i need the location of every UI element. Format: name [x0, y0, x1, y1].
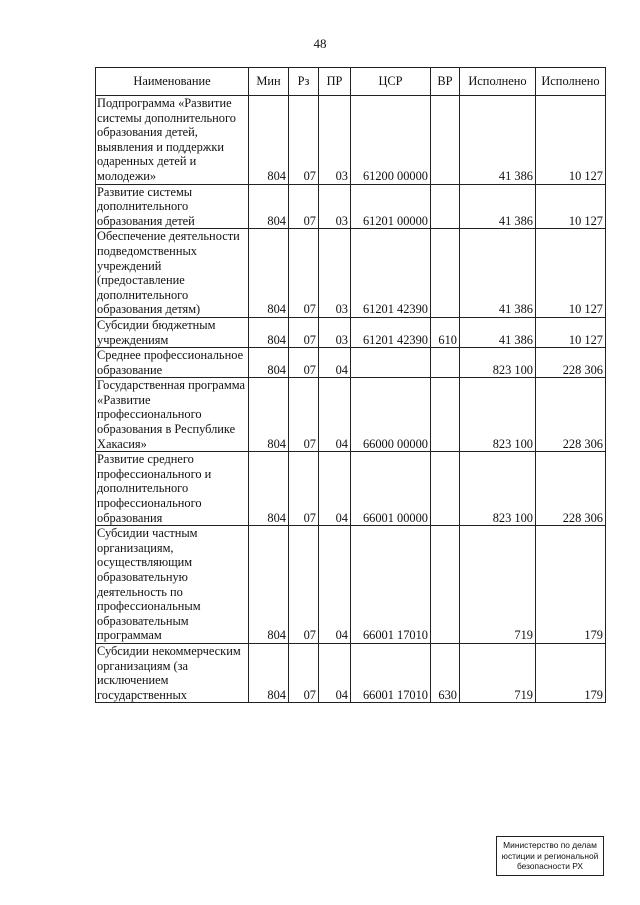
row-min: 804 — [249, 452, 289, 526]
row-pr: 03 — [319, 229, 351, 318]
row-min: 804 — [249, 317, 289, 347]
header-vr: ВР — [431, 68, 460, 96]
row-executed-2: 179 — [536, 526, 606, 644]
row-vr — [431, 526, 460, 644]
row-executed-1: 719 — [460, 526, 536, 644]
row-vr: 630 — [431, 643, 460, 702]
stamp-line-2: юстиции и региональной — [501, 850, 599, 861]
table-row — [96, 452, 606, 526]
row-rz: 07 — [289, 643, 319, 702]
table-row — [96, 378, 606, 452]
row-executed-1: 823 100 — [460, 348, 536, 378]
row-executed-2: 10 127 — [536, 184, 606, 229]
header-min: Мин — [249, 68, 289, 96]
row-executed-1: 41 386 — [460, 96, 536, 185]
row-vr — [431, 452, 460, 526]
stamp-line-3: безопасности РХ — [516, 861, 584, 871]
row-executed-1: 719 — [460, 643, 536, 702]
row-csr: 61201 00000 — [351, 184, 431, 229]
row-min: 804 — [249, 348, 289, 378]
row-executed-2: 10 127 — [536, 229, 606, 318]
table-row — [96, 96, 606, 185]
row-name: Развитие среднего профессионального и дополнительного профессионального образования — [96, 452, 249, 526]
row-pr: 04 — [319, 643, 351, 702]
row-executed-2: 10 127 — [536, 96, 606, 185]
row-pr: 04 — [319, 378, 351, 452]
header-executed-1: Исполнено — [460, 68, 536, 96]
row-executed-1: 41 386 — [460, 317, 536, 347]
header-pr: ПР — [319, 68, 351, 96]
table-row — [96, 348, 606, 378]
row-rz: 07 — [289, 96, 319, 185]
table-row — [96, 526, 606, 644]
table-header-row — [96, 68, 606, 96]
row-csr: 61200 00000 — [351, 96, 431, 185]
table-row — [96, 643, 606, 702]
row-name: Субсидии некоммерческим организациям (за исключением государственных — [96, 643, 249, 702]
row-rz: 07 — [289, 526, 319, 644]
header-name: Наименование — [96, 68, 249, 96]
row-rz: 07 — [289, 348, 319, 378]
row-vr — [431, 348, 460, 378]
row-min: 804 — [249, 184, 289, 229]
row-min: 804 — [249, 378, 289, 452]
row-pr: 04 — [319, 452, 351, 526]
header-csr: ЦСР — [351, 68, 431, 96]
row-executed-1: 41 386 — [460, 229, 536, 318]
page-number: 48 — [313, 36, 327, 51]
row-pr: 04 — [319, 526, 351, 644]
row-vr — [431, 378, 460, 452]
row-name: Подпрограмма «Развитие системы дополнительного образования детей, выявления и поддержки одаренных детей и молодежи» — [96, 96, 249, 185]
row-name: Обеспечение деятельности подведомственных учреждений (предоставление дополнительного образования детям) — [96, 229, 249, 318]
stamp-line-1: Министерство по делам — [503, 840, 597, 850]
row-vr: 610 — [431, 317, 460, 347]
row-pr: 03 — [319, 317, 351, 347]
row-min: 804 — [249, 229, 289, 318]
row-rz: 07 — [289, 378, 319, 452]
row-executed-2: 228 306 — [536, 348, 606, 378]
row-executed-1: 41 386 — [460, 184, 536, 229]
row-executed-2: 228 306 — [536, 378, 606, 452]
row-rz: 07 — [289, 452, 319, 526]
row-csr: 61201 42390 — [351, 317, 431, 347]
row-name: Развитие системы дополнительного образования детей — [96, 184, 249, 229]
ministry-stamp — [496, 836, 604, 876]
header-executed-2: Исполнено — [536, 68, 606, 96]
row-name: Среднее профессиональное образование — [96, 348, 249, 378]
table-row — [96, 229, 606, 318]
row-pr: 04 — [319, 348, 351, 378]
row-csr: 66001 00000 — [351, 452, 431, 526]
row-min: 804 — [249, 96, 289, 185]
row-vr — [431, 229, 460, 318]
row-name: Государственная программа «Развитие профессионального образования в Республике Хакасия» — [96, 378, 249, 452]
budget-table — [95, 67, 606, 703]
header-rz: Рз — [289, 68, 319, 96]
row-csr: 66001 17010 — [351, 643, 431, 702]
row-vr — [431, 96, 460, 185]
row-csr: 66000 00000 — [351, 378, 431, 452]
row-vr — [431, 184, 460, 229]
row-csr: 61201 42390 — [351, 229, 431, 318]
row-executed-1: 823 100 — [460, 378, 536, 452]
table-row — [96, 184, 606, 229]
row-csr: 66001 17010 — [351, 526, 431, 644]
row-executed-1: 823 100 — [460, 452, 536, 526]
row-rz: 07 — [289, 184, 319, 229]
row-executed-2: 179 — [536, 643, 606, 702]
row-rz: 07 — [289, 229, 319, 318]
row-executed-2: 228 306 — [536, 452, 606, 526]
table-row — [96, 317, 606, 347]
row-min: 804 — [249, 526, 289, 644]
row-name: Субсидии частным организациям, осуществляющим образовательную деятельность по профессиональным образовательным программам — [96, 526, 249, 644]
row-pr: 03 — [319, 184, 351, 229]
row-min: 804 — [249, 643, 289, 702]
row-rz: 07 — [289, 317, 319, 347]
row-executed-2: 10 127 — [536, 317, 606, 347]
row-name: Субсидии бюджетным учреждениям — [96, 317, 249, 347]
row-pr: 03 — [319, 96, 351, 185]
row-csr — [351, 348, 431, 378]
